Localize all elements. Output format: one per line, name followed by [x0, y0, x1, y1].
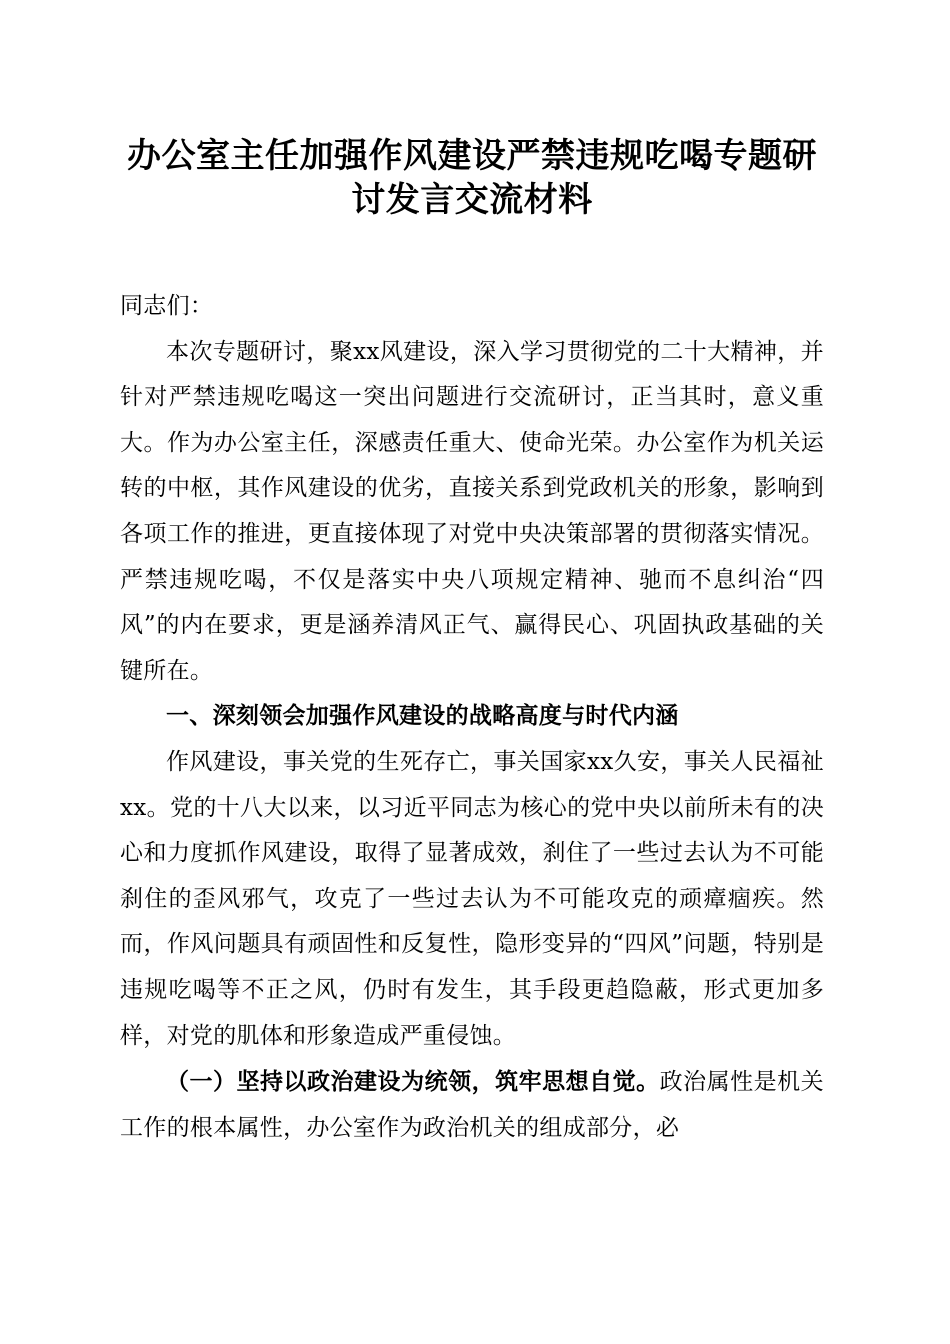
salutation: 同志们： — [120, 293, 214, 319]
subsection-1-label: （一）坚持以政治建设为统领，筑牢思想自觉。 — [166, 1068, 660, 1096]
document-page — [120, 134, 824, 1151]
subsection-1-paragraph — [120, 1059, 824, 1151]
section-1-heading: 一、深刻领会加强作风建设的战略高度与时代内涵 — [166, 703, 679, 730]
title-line-1: 办公室主任加强作风建设严禁违规吃喝专题研 — [127, 136, 817, 176]
section-1-paragraph: 作风建设，事关党的生死存亡，事关国家xx久安，事关人民福祉xx。党的十八大以来，以习近平同志为核心的党中央以前所未有的决心和力度抓作风建设，取得了显著成效，刹住了一些过去认为不可能刹住的歪风邪气，攻克了一些过去认为不可能攻克的顽瘴痼疾。然而，作风问题具有顽固性和反复性，隐形变异的“四风”问题，特别是违规吃喝等不正之风，仍时有发生，其手段更趋隐蔽，形式更加多样，对党的肌体和形象造成严重侵蚀。 — [120, 748, 824, 1049]
title-line-2: 讨发言交流材料 — [351, 180, 593, 220]
intro-paragraph: 本次专题研讨，聚xx风建设，深入学习贯彻党的二十大精神，并针对严禁违规吃喝这一突出问题进行交流研讨，正当其时，意义重大。作为办公室主任，深感责任重大、使命光荣。办公室作为机关运转的中枢，其作风建设的优劣，直接关系到党政机关的形象，影响到各项工作的推进，更直接体现了对党中央决策部署的贯彻落实情况。严禁违规吃喝，不仅是落实中央八项规定精神、驰而不息纠治“四风”的内在要求，更是涵养清风正气、赢得民心、巩固执政基础的关键所在。 — [120, 338, 824, 684]
subsection-1-text: 政治属性是机关工作的根本属性，办公室作为政治机关的组成部分，必 — [120, 1069, 824, 1141]
document-title — [120, 134, 824, 222]
